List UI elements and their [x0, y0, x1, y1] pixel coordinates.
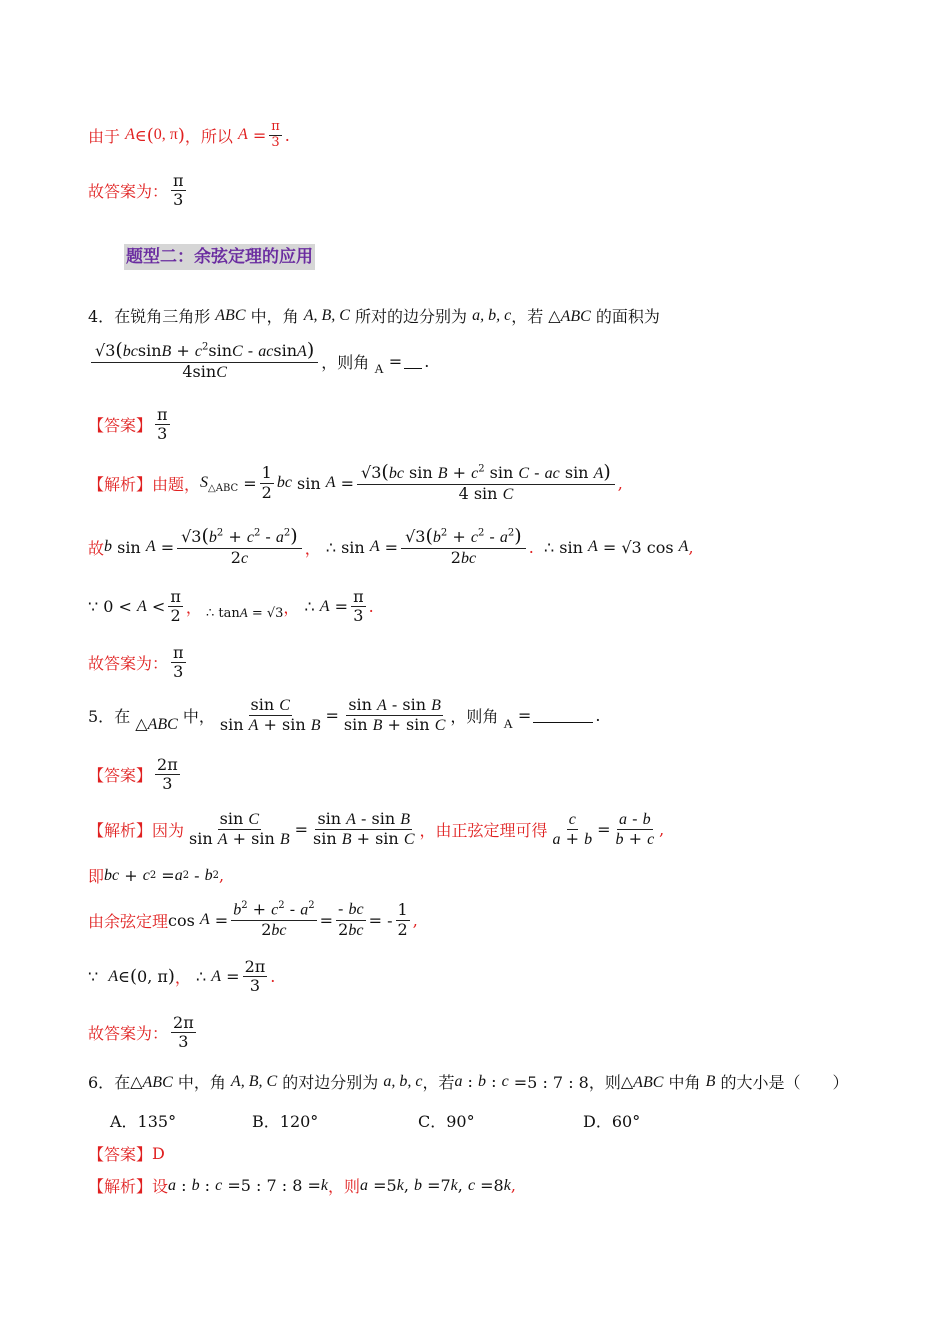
q5-solution-line3: 由余弦定理 cos A = $\frac{b^2 + c^2 - a^2}{2bc}$ = $\frac{- bc}{2bc}$ = - $\frac{1}{2}$ ,	[88, 899, 418, 939]
q6-answer-label: 【答案】	[88, 1145, 153, 1164]
q6-stem: 6． 在 △ABC 中，角 A, B, C 的对边分别为 a, b, c ，若 a : b : c =5 : 7 : 8，则 △ABC 中角 B 的大小是（ ）	[88, 1072, 849, 1092]
q4-number: 4．	[88, 307, 115, 326]
q6-option-b: B．120°	[252, 1112, 319, 1131]
q4-answer-label: 【答案】	[88, 416, 153, 436]
q5-solution-label: 【解析】	[88, 821, 153, 841]
section-heading: 题型二：余弦定理的应用	[124, 244, 315, 270]
q6-answer	[88, 1142, 165, 1165]
q4-stem: 4． 在锐角三角形 ABC 中，角 A, B, C 所对的边分别为 a, b, c ，若 △ABC 的面积为	[88, 304, 660, 327]
q5-number: 5．	[88, 707, 115, 727]
q4-solution-line2: 故 b sin A = $\frac{√3(b^2 + c^2 - a^2)}{2c}$ ， ∴ sin A = $\frac{√3(b^2 + c^2 - a^2)}{2bc}$ . ∴ sin A = √3 cos A ,	[88, 525, 694, 567]
q5-final: 故答案为： $\frac{2\pi}{3}$	[88, 1013, 194, 1052]
q5-stem: 5． 在 △ABC 中， $\frac{\text{sin C}}{\text{sin A + sin B}}$ = $\frac{\text{sin A - sin B}}{\text{sin B + sin C}}$ ，则角 A = .	[88, 695, 601, 735]
q5-solution-line1: 【解析】 因为 $\frac{\text{sin C}}{\text{sin A + sin B}}$ = $\frac{\text{sin A - sin B}}{\text{sin B + sin C}}$ ，由正弦定理可得 $\frac{c}{a + b}$ = $\frac{a - b}{b + c}$ ,	[88, 809, 665, 849]
q4-solution-label: 【解析】	[88, 474, 153, 494]
q6-option-d: D．60°	[583, 1112, 641, 1131]
q6-option-c: C．90°	[418, 1112, 475, 1131]
q4-area-text	[88, 361, 89, 362]
q4-solution-line3: ∵ 0 < A < $\frac{\pi}{2}$ ， ∴ tanA = √3 ， ∴ A = $\frac{\pi}{3}$ .	[88, 587, 374, 626]
q6-solution-label: 【解析】	[88, 1177, 153, 1196]
q5-answer-label: 【答案】	[88, 766, 153, 786]
q4-final: 故答案为： $\frac{\pi}{3}$	[88, 643, 184, 682]
q6-solution-line1: 【解析】 设 a : b : c =5 : 7 : 8 = k ，则 a =5 k , b =7 k , c =8 k ,	[88, 1176, 516, 1196]
answer-line-top: 故答案为： $\frac{\pi}{3}$	[88, 171, 184, 210]
q6-answer-value: D	[152, 1144, 165, 1163]
q4-answer: 【答案】 $\frac{\pi}{3}$	[88, 405, 168, 444]
q4-area-expression: $\frac{√3(bcsinB + c^2\sin C - acsinA)}{4\sin C}$ ，则角 A = .	[88, 340, 429, 382]
q4-solution-line1: 【解析】 由题， S $_{\triangle ABC}$ = $\frac{1}{2}$ bc sin A = $\frac{√3(bc \sin B + c^2 \sin C - ac \sin A)}{\text{4 sin C}}$ ,	[88, 461, 623, 503]
q5-solution-line2: 即 bc + c 2 = a 2 - b 2 ,	[88, 866, 225, 886]
since-line: 由于 A ∈ ( 0, π ) ，所以 A = $\frac{\pi}{3}$ .	[88, 119, 290, 150]
q6-number: 6．	[88, 1073, 115, 1092]
q5-solution-line4: ∵ A ∈ ( 0, π ) ， ∴ A = $\frac{2\pi}{3}$ .	[88, 957, 276, 996]
q6-option-a: A．135°	[110, 1112, 177, 1131]
q5-answer: 【答案】 $\frac{2\pi}{3}$	[88, 755, 178, 794]
q4-ask	[88, 361, 89, 362]
